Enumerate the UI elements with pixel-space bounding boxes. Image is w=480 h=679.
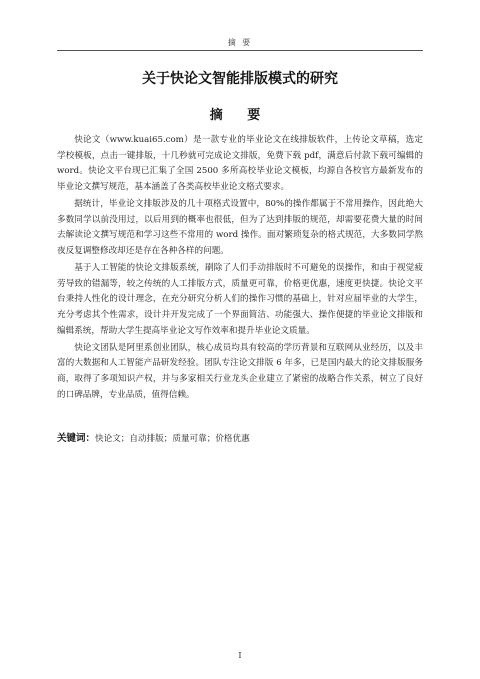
header-rule [57, 50, 423, 51]
keywords-line [57, 430, 423, 444]
abstract-paragraph-4: 快论文团队是阿里系创业团队，核心成员均具有较高的学历背景和互联网从业经历，以及丰富的大数据和人工智能产品研发经验。团队专注论文排版 6 年多，已是国内最大的论文排版服务商，取得了多项知识产权，并与多家相关行业龙头企业建立了紧密的战略合作关系，树立了良好的口碑品牌，专业品质，值得信赖。 [57, 342, 423, 400]
abstract-heading: 摘 要 [209, 108, 271, 123]
abstract-paragraph-3: 基于人工智能的快论文排版系统，刷除了人们手动排版时不可避免的误操作，和由于视觉疲劳导致的错漏等，较之传统的人工排版方式，质量更可靠，价格更优惠，速度更快捷。快论文平台秉持人性化的设计理念，在充分研究分析人们的操作习惯的基础上，针对应届毕业的大学生，充分考虑其个性需求，设计并开发完成了一个界面简洁、功能强大、操作便捷的毕业论文排版和编辑系统，帮助大学生提高毕业论文写作效率和提升毕业论文质量。 [57, 263, 423, 336]
abstract-paragraph-2: 据统计，毕业论文排版涉及的几十项格式设置中，80%的操作都属于不常用操作，因此绝大多数同学以前没用过，以后用到的概率也很低，但为了达到排版的规范，却需要花费大量的时间去解读论文撰写规范和学习这些不常用的 word 操作。面对繁琐复杂的格式规范，大多数同学熬夜反复调整修改却还是存在各种各样的问题。 [57, 199, 423, 257]
running-header: 摘 要 [227, 38, 253, 47]
abstract-body [57, 133, 423, 405]
document-title: 关于快论文智能排版模式的研究 [142, 71, 338, 87]
page-number: I [238, 651, 242, 660]
abstract-paragraph-1: 快论文（www.kuai65.com）是一款专业的毕业论文在线排版软件，上传论文草稿，选定学校模板，点击一键排版，十几秒就可完成论文排版，免费下载 pdf，满意后付款下载可编辑的 word。快论文平台现已汇集了全国 2500 多所高校毕业论文模板，均源自各校官方最新发布的毕业论文撰写规范，基本涵盖了各类高校毕业论文格式要求。 [57, 135, 423, 193]
keywords-label: 关键词： [57, 433, 96, 444]
keywords-value: 快论文；自动排版；质量可靠；价格优惠 [95, 434, 250, 444]
